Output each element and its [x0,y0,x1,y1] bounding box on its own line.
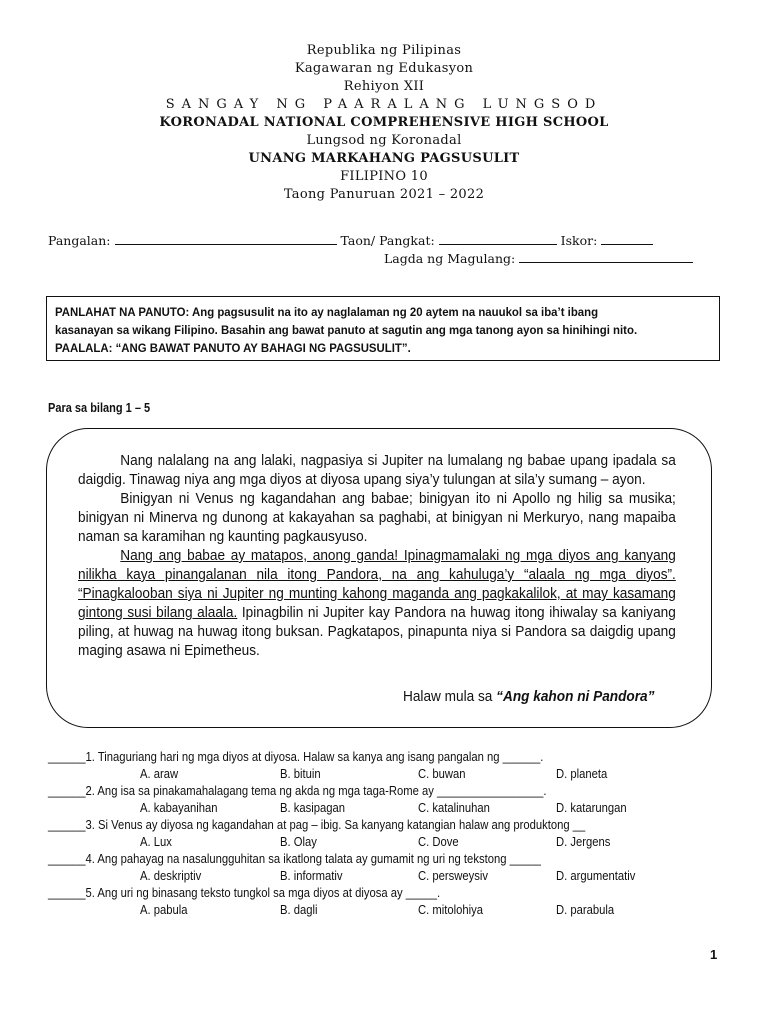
department-line: Kagawaran ng Edukasyon [294,61,474,76]
city-line: Lungsod ng Koronadal [306,133,462,148]
answer-options [48,902,728,919]
signature-row [384,250,693,268]
option-a[interactable]: A. deskriptiv [140,869,202,883]
instructions-reminder: PAALALA: “ANG BAWAT PANUTO AY BAHAGI NG PAGSUSULIT”. [55,341,411,355]
year-section-label: Taon/ Pangkat: [340,233,435,248]
exam-title: UNANG MARKAHANG PAGSUSULIT [248,151,520,166]
answer-options [48,868,728,885]
question-text: ______1. Tinaguriang hari ng mga diyos at diyosa. Halaw sa kanya ang isang pangalan ng ______. [48,750,544,764]
region-line: Rehiyon XII [343,79,425,94]
option-c[interactable]: C. Dove [418,835,459,849]
republic-line: Republika ng Pilipinas [306,43,462,58]
question-item [48,851,728,885]
story-paragraph-3-rest: Ipinagbilin ni Jupiter kay Pandora na huwag itong ihiwalay sa kaniyang piling, at huwag na huwag itong buksan. Pagkatapos, pinapunta niya si Pandora sa daigdig upang maging asawa ni Epimetheus. [78,605,676,659]
option-a[interactable]: A. Lux [140,835,172,849]
answer-options [48,766,728,783]
question-text: ______4. Ang pahayag na nasalungguhitan sa ikatlong talata ay gumamit ng uri ng tekstong _____ [48,852,541,866]
questions-list [48,749,728,919]
subject-line: FILIPINO 10 [340,169,428,184]
instructions-line-2: kasanayan sa wikang Filipino. Basahin ang bawat panuto at sagutin ang mga tanong ayon sa hinihingi nito. [55,323,638,337]
school-year-line: Taong Panuruan 2021 – 2022 [283,187,485,202]
story-paragraph-3 [78,547,676,661]
option-c[interactable]: C. buwan [418,767,466,781]
division-line: SANGAY NG PAARALANG LUNGSOD [165,97,603,112]
story-paragraph-1: Nang nalalang na ang lalaki, nagpasiya si Jupiter na lumalang ng babae upang ipadala sa daigdig. Tinawag niya ang mga diyos at diyosa upang siya’y tulungan at sila’y sumang – ayon. [78,453,676,488]
parent-signature-label: Lagda ng Magulang: [384,251,516,266]
document-header [0,42,768,204]
question-item [48,885,728,919]
underlined-statement: Nang ang babae ay matapos, anong ganda! Ipinagmamalaki ng mga diyos ang kanyang nilikha kaya pinangalanan nila itong Pandora, na ang kahuluga’y “alaala ng mga diyos”. “Pinagkalooban siya ni Jupiter ng munting kahong maganda ang pagkakalilok, at may kasamang gintong susi bilang alaala. [78,548,676,621]
question-item [48,817,728,851]
instructions-line-1: PANLAHAT NA PANUTO: Ang pagsusulit na ito ay naglalaman ng 20 aytem na nauukol sa iba’t ibang [55,305,599,319]
general-instructions-box [46,296,720,361]
option-b[interactable]: B. Olay [280,835,317,849]
name-label: Pangalan: [48,233,111,248]
section-label: Para sa bilang 1 – 5 [48,401,151,415]
parent-signature-field[interactable] [519,250,693,263]
question-item [48,749,728,783]
score-label: Iskor: [560,233,598,248]
school-name: KORONADAL NATIONAL COMPREHENSIVE HIGH SCHOOL [159,115,609,130]
answer-options [48,834,728,851]
question-text: ______5. Ang uri ng binasang teksto tungkol sa mga diyos at diyosa ay _____. [48,886,441,900]
year-section-field[interactable] [439,232,557,245]
option-d[interactable]: D. planeta [556,767,608,781]
option-b[interactable]: B. dagli [280,903,318,917]
source-prefix: Halaw mula sa [403,689,497,705]
option-d[interactable]: D. parabula [556,903,615,917]
page-number: 1 [710,947,718,962]
option-a[interactable]: A. araw [140,767,179,781]
source-title: “Ang kahon ni Pandora” [496,689,655,705]
story-source [403,689,654,705]
option-c[interactable]: C. mitolohiya [418,903,484,917]
student-info-row [48,232,653,250]
question-text: ______3. Si Venus ay diyosa ng kagandahan at pag – ibig. Sa kanyang katangian halaw ang produktong __ [48,818,586,832]
question-item [48,783,728,817]
option-b[interactable]: B. bituin [280,767,321,781]
option-a[interactable]: A. kabayanihan [140,801,218,815]
score-field[interactable] [601,232,653,245]
option-d[interactable]: D. argumentativ [556,869,636,883]
question-text: ______2. Ang isa sa pinakamahalagang tema ng akda ng mga taga-Rome ay _________________. [48,784,547,798]
option-d[interactable]: D. Jergens [556,835,611,849]
option-b[interactable]: B. kasipagan [280,801,346,815]
answer-options [48,800,728,817]
story-text [78,452,676,661]
option-c[interactable]: C. persweysiv [418,869,489,883]
option-b[interactable]: B. informativ [280,869,343,883]
name-field[interactable] [115,232,337,245]
option-d[interactable]: D. katarungan [556,801,627,815]
story-paragraph-2: Binigyan ni Venus ng kagandahan ang babae; binigyan ito ni Apollo ng hilig sa musika; binigyan ni Minerva ng dunong at kakayahan sa paghabi, at binigyan ni Merkuryo, nang mapaiba naman sa karamihan ng kaunting pagkausyuso. [78,491,676,545]
option-a[interactable]: A. pabula [140,903,188,917]
option-c[interactable]: C. katalinuhan [418,801,490,815]
